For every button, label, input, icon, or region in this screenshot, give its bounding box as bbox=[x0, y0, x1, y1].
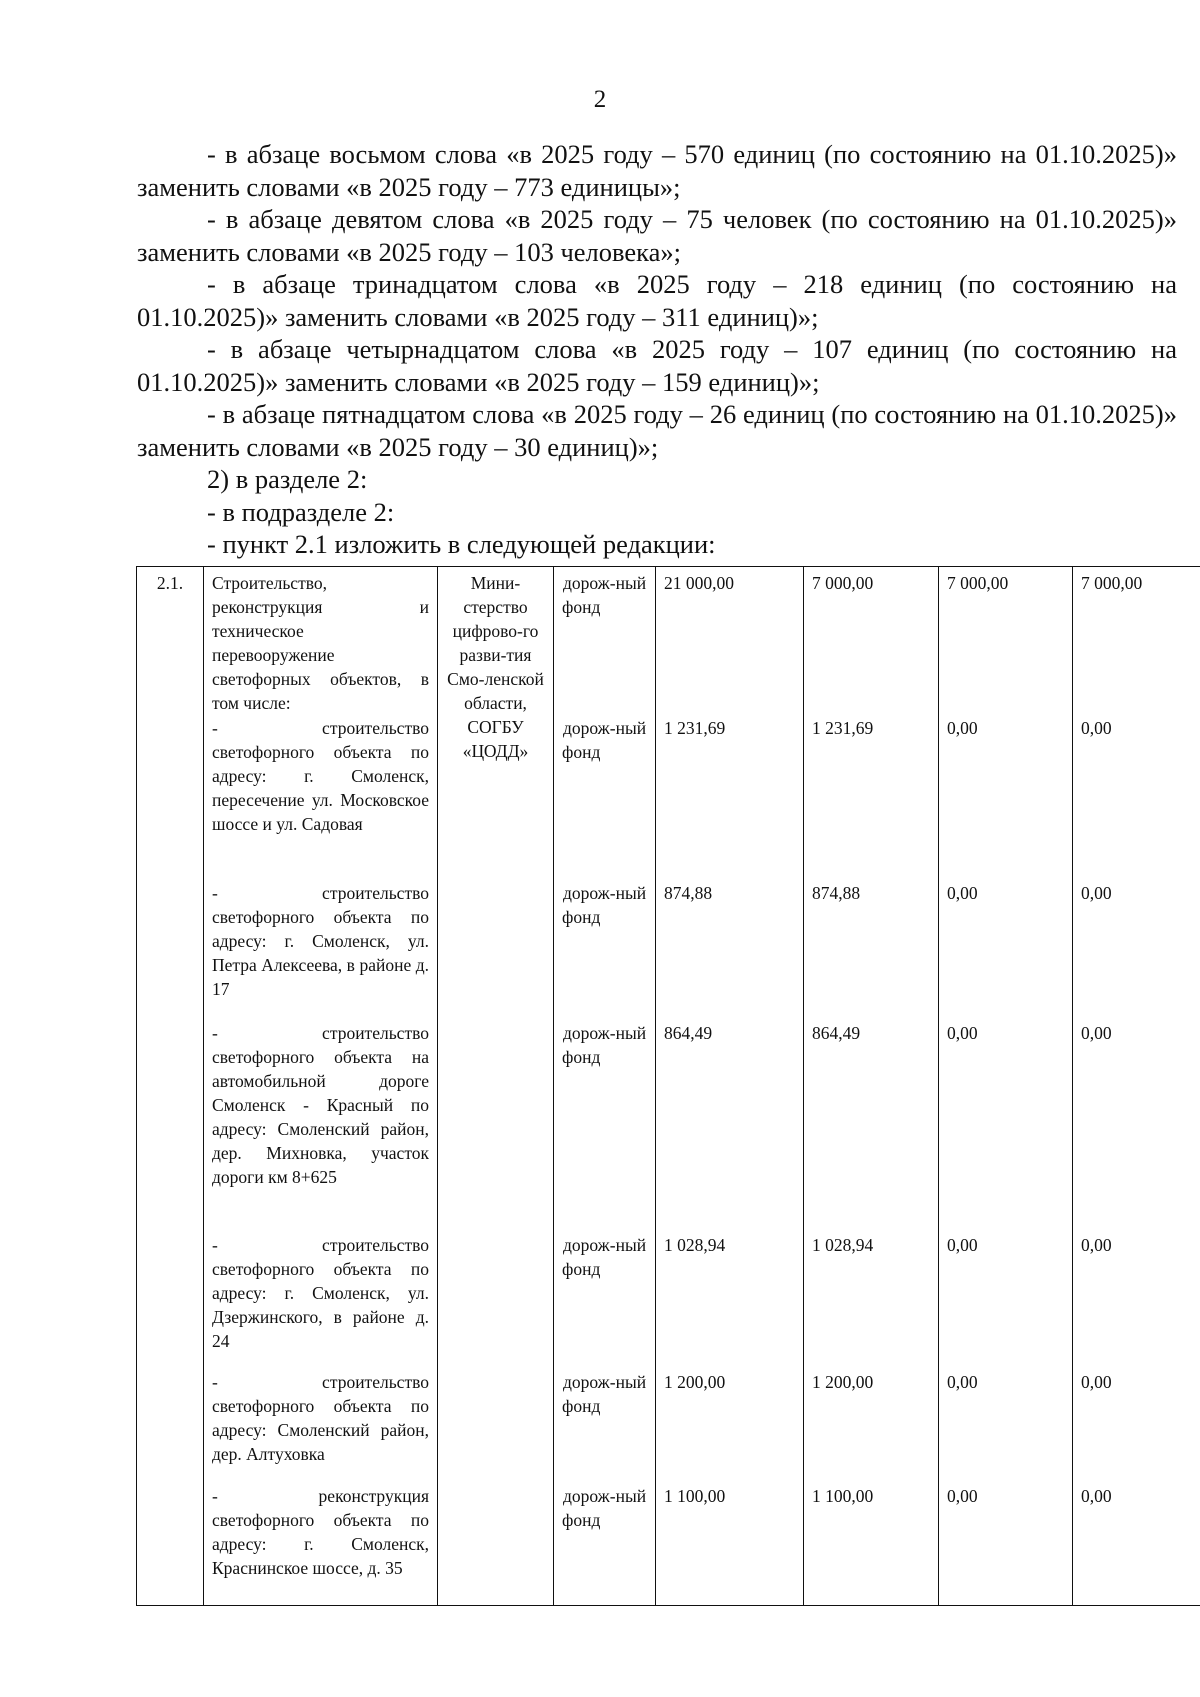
row-description: - строительство светофорного объекта по адресу: г. Смоленск, пересечение ул. Московское шоссе и ул. Садовая bbox=[212, 718, 429, 834]
paragraph: - в абзаце пятнадцатом слова «в 2025 году – 26 единиц (по состоянию на 01.10.2025)» заменить словами «в 2025 году – 30 единиц)»; bbox=[137, 399, 1177, 462]
year2-column bbox=[939, 567, 1073, 1606]
row-year3: 0,00 bbox=[1081, 1235, 1112, 1255]
row-year1: 1 100,00 bbox=[812, 1486, 874, 1506]
row-year1: 7 000,00 bbox=[812, 573, 874, 593]
description-column bbox=[204, 567, 438, 1606]
row-year2: 7 000,00 bbox=[947, 573, 1009, 593]
fund-column bbox=[554, 567, 656, 1606]
row-year1: 1 200,00 bbox=[812, 1372, 874, 1392]
item-line: - пункт 2.1 изложить в следующей редакции: bbox=[207, 529, 716, 559]
row-year1: 1 028,94 bbox=[812, 1235, 874, 1255]
budget-table bbox=[136, 566, 1200, 1606]
row-year3: 0,00 bbox=[1081, 1023, 1112, 1043]
row-year2: 0,00 bbox=[947, 1486, 978, 1506]
paragraph: - в абзаце восьмом слова «в 2025 году – 570 единиц (по состоянию на 01.10.2025)» заменить словами «в 2025 году – 773 единицы»; bbox=[137, 139, 1177, 202]
total-column bbox=[656, 567, 804, 1606]
row-fund: дорож-ный фонд bbox=[562, 573, 647, 617]
row-fund: дорож-ный фонд bbox=[562, 1023, 647, 1067]
paragraph: - в абзаце тринадцатом слова «в 2025 году – 218 единиц (по состоянию на 01.10.2025)» заменить словами «в 2025 году – 311 единиц)»; bbox=[137, 269, 1177, 332]
table-row bbox=[137, 567, 1200, 1606]
row-fund: дорож-ный фонд bbox=[562, 883, 647, 927]
row-fund: дорож-ный фонд bbox=[562, 718, 647, 762]
row-year2: 0,00 bbox=[947, 1372, 978, 1392]
row-total: 1 028,94 bbox=[664, 1235, 726, 1255]
row-description: - строительство светофорного объекта на автомобильной дороге Смоленск - Красный по адресу: Смоленский район, дер. Михновка, участок дороги км 8+625 bbox=[212, 1023, 429, 1187]
item-number: 2.1. bbox=[137, 567, 204, 1606]
row-year3: 0,00 bbox=[1081, 718, 1112, 738]
paragraph: - в абзаце четырнадцатом слова «в 2025 году – 107 единиц (по состоянию на 01.10.2025)» заменить словами «в 2025 году – 159 единиц)»; bbox=[137, 334, 1177, 397]
row-year2: 0,00 bbox=[947, 718, 978, 738]
executor: Мини-стерство цифрово-го разви-тия Смо-ленской области, СОГБУ «ЦОДД» bbox=[447, 573, 544, 761]
row-total: 21 000,00 bbox=[664, 573, 734, 593]
row-fund: дорож-ный фонд bbox=[562, 1372, 647, 1416]
subsection-line: - в подразделе 2: bbox=[207, 496, 395, 527]
row-year1: 874,88 bbox=[812, 883, 861, 903]
budget-table-wrapper bbox=[136, 566, 1200, 1606]
row-year1: 1 231,69 bbox=[812, 718, 874, 738]
row-total: 1 100,00 bbox=[664, 1486, 726, 1506]
row-year2: 0,00 bbox=[947, 883, 978, 903]
row-year3: 0,00 bbox=[1081, 1372, 1112, 1392]
row-fund: дорож-ный фонд bbox=[562, 1235, 647, 1279]
section-line: 2) в разделе 2: bbox=[207, 464, 368, 494]
row-year3: 0,00 bbox=[1081, 1486, 1112, 1506]
row-year2: 0,00 bbox=[947, 1235, 978, 1255]
row-total: 1 200,00 bbox=[664, 1372, 726, 1392]
year1-column bbox=[804, 567, 939, 1606]
row-total: 864,49 bbox=[664, 1023, 713, 1043]
row-description: Строительство, реконструкция и техническое перевооружение светофорных объектов, в том числе: bbox=[212, 573, 429, 713]
row-description: - строительство светофорного объекта по адресу: г. Смоленск, ул. Петра Алексеева, в районе д. 17 bbox=[212, 883, 429, 999]
row-total: 1 231,69 bbox=[664, 718, 726, 738]
amendment-text bbox=[137, 138, 1177, 561]
row-description: - строительство светофорного объекта по адресу: г. Смоленск, ул. Дзержинского, в районе д. 24 bbox=[212, 1235, 429, 1351]
row-year1: 864,49 bbox=[812, 1023, 861, 1043]
paragraph: - в абзаце девятом слова «в 2025 году – 75 человек (по состоянию на 01.10.2025)» заменить словами «в 2025 году – 103 человека»; bbox=[137, 204, 1177, 267]
row-total: 874,88 bbox=[664, 883, 713, 903]
row-fund: дорож-ный фонд bbox=[562, 1486, 647, 1530]
row-year2: 0,00 bbox=[947, 1023, 978, 1043]
row-year3: 0,00 bbox=[1081, 883, 1112, 903]
row-description: - реконструкция светофорного объекта по адресу: г. Смоленск, Краснинское шоссе, д. 35 bbox=[212, 1486, 429, 1578]
page-number: 2 bbox=[593, 86, 607, 113]
row-description: - строительство светофорного объекта по адресу: Смоленский район, дер. Алтуховка bbox=[212, 1372, 429, 1464]
executor-column bbox=[438, 567, 554, 1606]
row-year3: 7 000,00 bbox=[1081, 573, 1143, 593]
year3-column bbox=[1073, 567, 1200, 1606]
